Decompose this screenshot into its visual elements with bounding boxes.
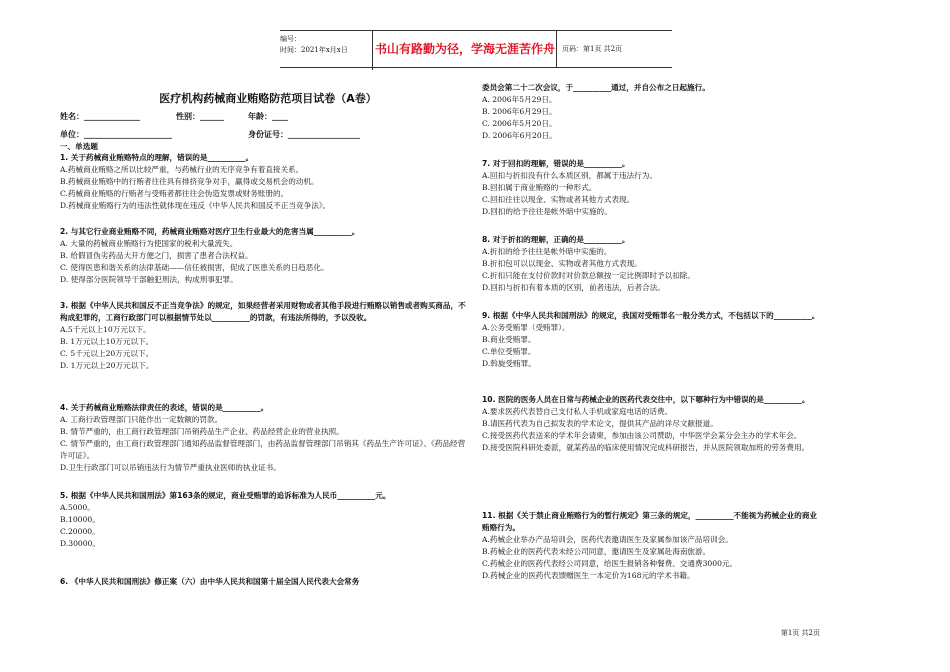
- question-block: [482, 158, 822, 218]
- question-block: [482, 394, 822, 454]
- answer-option: A. 大量的药械商业贿赂行为使国家的税利大量流失。: [60, 239, 238, 248]
- question-block: [60, 576, 472, 588]
- answer-option: D.回扣的给予往往是帐外暗中实施的。: [482, 207, 612, 216]
- answer-option: A.回扣与折扣没有什么本质区别，都属于违法行为。: [482, 171, 657, 180]
- question-block: [482, 510, 822, 582]
- age-field: 年龄：____: [248, 112, 288, 121]
- answer-option: C.折扣只能在支付价款时对价款总额按一定比例即时予以扣除。: [482, 271, 695, 280]
- answer-option: A.药械商业贿赂之所以比较严重，与药械行业的无序竞争有着直接关系。: [60, 165, 304, 174]
- header-number: 编号：: [280, 35, 301, 43]
- answer-option: C. 情节严重的，由工商行政管理部门通知药品监督管理部门，由药品监督管理部门吊销其《药品生产许可证》、《药品经营许可证》。: [60, 439, 466, 460]
- question-stem: 4. 关于药械商业贿赂法律责任的表述，错误的是__________。: [60, 403, 269, 412]
- answer-option: D.卫生行政部门可以吊销违法行为情节严重执业医师的执业证书。: [60, 463, 281, 472]
- answer-option: B.10000。: [60, 515, 100, 524]
- id-field: 身份证号：__________________: [248, 130, 360, 139]
- answer-option: B.请医药代表为自己拟发表的学术论文，提供其产品的详尽文献报道。: [482, 419, 718, 428]
- answer-option: B.药械商业贿赂中的行贿者往往具有排挤竞争对手，赢得或交易机会的动机。: [60, 177, 319, 186]
- answer-option: C. 5千元以上20万元以下。: [60, 349, 154, 358]
- question-stem: 3. 根据《中华人民共和国反不正当竞争法》的规定，如果经营者采用财物或者其他手段进行贿赂以销售或者购买商品，不构成犯罪的，工商行政部门可以根据情节处以__________的罚款，有违法所得的，予以没收。: [60, 301, 466, 322]
- question-stem: 10. 医院的医务人员在日常与药械企业的医药代表交往中，以下哪种行为中错误的是__________。: [482, 395, 810, 404]
- answer-option: C.回扣往往以现金、实物或者其他方式表现。: [482, 195, 635, 204]
- question-stem: 9. 根据《中华人民共和国刑法》的规定，我国对受贿罪名一般分类方式，不包括以下的__________。: [482, 311, 820, 320]
- document-header: [280, 30, 672, 68]
- question-block: [60, 226, 472, 286]
- answer-option: B. 情节严重的，由工商行政管理部门吊销药品生产企业、药品经营企业的营业执照。: [60, 427, 344, 436]
- question-stem: 7. 对于回扣的理解，错误的是__________。: [482, 159, 630, 168]
- question-block: [60, 152, 472, 212]
- question-stem: 委员会第二十二次会议，于__________通过，并自公布之日起施行。: [482, 83, 710, 92]
- answer-option: B. 1万元以上10万元以下。: [60, 337, 154, 346]
- question-block: [482, 234, 822, 294]
- section-heading: 一、单选题: [60, 142, 98, 151]
- question-stem: 2. 与其它行业商业贿赂不同，药械商业贿赂对医疗卫生行业最大的危害当属__________。: [60, 227, 360, 236]
- question-block: [60, 402, 472, 474]
- answer-option: A.折扣的给予往往是帐外暗中实施的。: [482, 247, 612, 256]
- answer-option: B.折扣包可以以现金、实物或者其他方式表现。: [482, 259, 642, 268]
- answer-option: C. 使得医患和谐关系的法律基础——信任被损害，促成了医患关系的日趋恶化。: [60, 263, 329, 272]
- gender-field: 性别：______: [176, 112, 224, 121]
- answer-option: B.商业受贿罪。: [482, 335, 536, 344]
- question-stem: 6. 《中华人民共和国刑法》修正案（六）由中华人民共和国第十届全国人民代表大会常务: [60, 577, 360, 586]
- answer-option: A. 工商行政管理部门只能作出一定数额的罚款。: [60, 415, 223, 424]
- answer-option: C. 2006年5月20日。: [482, 119, 557, 128]
- exam-title: 医疗机构药械商业贿赂防范项目试卷（A卷）: [159, 92, 377, 105]
- header-time: 时间：2021年x月x日: [280, 46, 348, 54]
- answer-option: B. 给假冒伪劣药品大开方便之门，损害了患者合法权益。: [60, 251, 253, 260]
- question-stem: 1. 关于药械商业贿赂特点的理解，错误的是__________。: [60, 153, 254, 162]
- name-field: 姓名：______________: [60, 112, 140, 121]
- question-block: [60, 490, 472, 550]
- answer-option: D.斡旋受贿罪。: [482, 359, 536, 368]
- answer-option: C.接受医药代表送来的学术年会请柬，参加由该公司赞助，中华医学会某分会主办的学术年会。: [482, 431, 802, 440]
- answer-option: D.药械商业贿赂行为的违法性就体现在违反《中华人民共和国反不正当竞争法》。: [60, 201, 331, 210]
- answer-option: D. 2006年6月20日。: [482, 131, 557, 140]
- question-stem: 11. 根据《关于禁止商业贿赂行为的暂行规定》第三条的规定，__________不能视为药械企业的商业贿赂行为。: [482, 511, 818, 532]
- answer-option: B.药械企业的医药代表未经公司同意，邀请医生及家属赴海南旅游。: [482, 547, 711, 556]
- answer-option: D.30000。: [60, 539, 100, 548]
- question-block: [482, 82, 822, 142]
- answer-option: C.单位受贿罪。: [482, 347, 536, 356]
- answer-option: A.公务受贿罪（受贿罪）。: [482, 323, 570, 332]
- unit-field: 单位：______________________: [60, 130, 172, 139]
- answer-option: A.药械企业举办产品培训会，医药代表邀请医生及家属参加该产品培训会。: [482, 535, 733, 544]
- answer-option: C.药械企业的医药代表经公司同意，给医生报销各种餐费、交通费3000元。: [482, 559, 738, 568]
- answer-option: D.回扣与折扣有着本质的区别，前者违法，后者合法。: [482, 283, 665, 292]
- answer-option: D.药械企业的医药代表馈赠医生一本定价为168元的学术书籍。: [482, 571, 695, 580]
- question-block: [60, 300, 472, 372]
- answer-option: A.要求医药代表替自己支付私人手机或家庭电话的话费。: [482, 407, 673, 416]
- answer-option: D. 1万元以上20万元以下。: [60, 361, 154, 370]
- answer-option: D. 使得部分医院领导干部触犯刑法，构成刑事犯罪。: [60, 275, 238, 284]
- answer-option: A.5千元以上10万元以下。: [60, 325, 151, 334]
- question-stem: 5. 根据《中华人民共和国刑法》第163条的规定，商业受贿罪的追诉标准为人民币__________元。: [60, 491, 391, 500]
- page-footer: 第1页 共2页: [780, 629, 820, 637]
- answer-option: C.20000。: [60, 527, 100, 536]
- answer-option: B. 2006年6月29日。: [482, 107, 557, 116]
- header-page: 页码：第1页 共2页: [562, 45, 623, 53]
- question-stem: 8. 对于折扣的理解，正确的是__________。: [482, 235, 630, 244]
- answer-option: B.回扣属于商业贿赂的一种形式。: [482, 183, 597, 192]
- answer-option: C.药械商业贿赂的行贿者与受贿者都往往会伪造发票或财务账册的。: [60, 189, 289, 198]
- answer-option: D.接受医院科研处委派，就某药品的临床使用情况完成科研报告，并从医院领取加班的劳务费用。: [482, 443, 810, 452]
- question-block: [482, 310, 822, 370]
- answer-option: A. 2006年5月29日。: [482, 95, 557, 104]
- header-slogan: 书山有路勤为径，学海无涯苦作舟: [374, 31, 557, 67]
- answer-option: A.5000。: [60, 503, 95, 512]
- header-meta: [280, 31, 373, 70]
